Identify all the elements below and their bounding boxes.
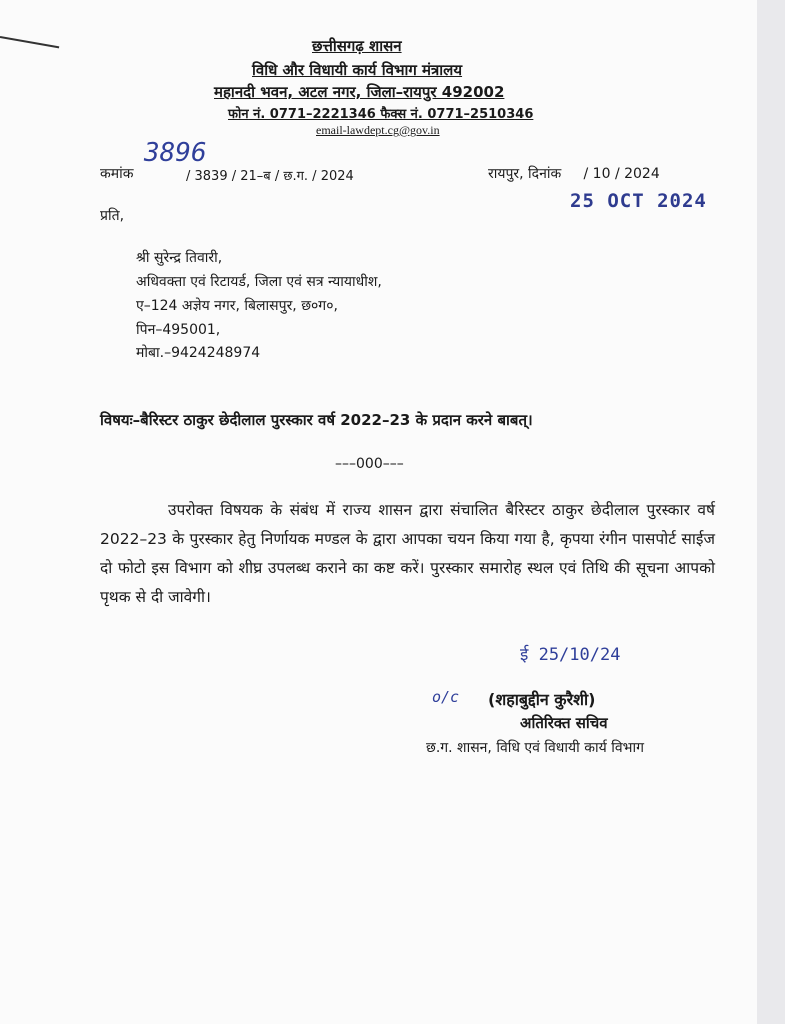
recipient-designation: अधिवक्ता एवं रिटायर्ड, जिला एवं सत्र न्यायाधीश, (136, 274, 382, 290)
scan-mark (0, 36, 59, 48)
subject-line: विषयः–बैरिस्टर ठाकुर छेदीलाल पुरस्कार वर्ष 2022–23 के प्रदान करने बाबत्। (100, 411, 533, 429)
recipient-pin: पिन–495001, (136, 322, 221, 338)
recipient-mobile: मोबा.–9424248974 (136, 345, 261, 361)
date-stamp: 25 OCT 2024 (570, 190, 707, 212)
letterhead-address: महानदी भवन, अटल नगर, जिला–रायपुर 492002 (214, 83, 505, 101)
handwritten-reference-number: 3896 (144, 138, 207, 168)
reference-code: / 3839 / 21–ब / छ.ग. / 2024 (186, 169, 354, 184)
page-edge (757, 0, 785, 1024)
letterhead-government: छत्तीसगढ़ शासन (312, 37, 402, 55)
letter-body: उपरोक्त विषयक के संबंध में राज्य शासन द्वारा संचालित बैरिस्टर ठाकुर छेदीलाल पुरस्कार वर्ष 2022–23 के पुरस्कार हेतु निर्णायक मण्डल के द्वारा आपका चयन किया गया है, कृपया रंगीन पासपोर्ट साईज दो फोटो इस विभाग को शीघ्र उपलब्ध कराने का कष्ट करें। पुरस्कार समारोह स्थल एवं तिथि की सूचना आपको पृथक से दी जावेगी। (100, 501, 715, 606)
letterhead-email: email-lawdept.cg@gov.in (316, 123, 440, 137)
place-date: रायपुर, दिनांक / 10 / 2024 (488, 166, 660, 182)
reference-label: कमांक (100, 166, 134, 182)
handwritten-prefix: o/c (432, 688, 460, 706)
separator: –––000––– (335, 456, 404, 472)
letterhead-ministry: विधि और विधायी कार्य विभाग मंत्रालय (252, 61, 463, 79)
signatory-name: (शहाबुद्दीन कुरैशी) (488, 690, 596, 709)
signatory-department: छ.ग. शासन, विधि एवं विधायी कार्य विभाग (426, 740, 644, 756)
signatory-designation: अतिरिक्त सचिव (520, 714, 608, 732)
handwritten-initial: ई 25/10/24 (520, 645, 621, 665)
to-label: प्रति, (100, 208, 125, 224)
recipient-address: ए–124 अज्ञेय नगर, बिलासपुर, छ०ग०, (136, 298, 338, 314)
letterhead-contact: फोन नं. 0771–2221346 फैक्स नं. 0771–2510346 (228, 107, 534, 122)
recipient-name: श्री सुरेन्द्र तिवारी, (136, 250, 223, 266)
